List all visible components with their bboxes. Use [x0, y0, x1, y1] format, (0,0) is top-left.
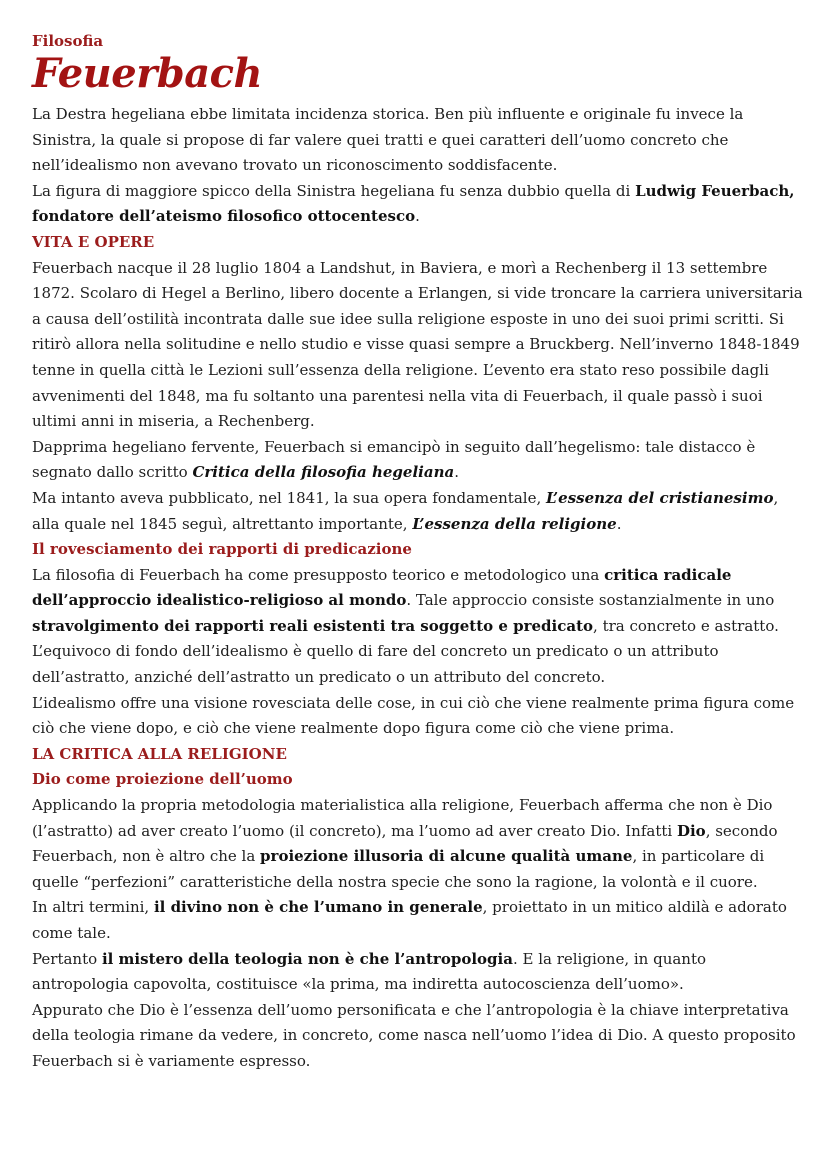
text-run: .: [415, 207, 420, 226]
text-run: La Destra hegeliana ebbe limitata incidenza storica. Ben più influente e originale fu invece la Sinistra, la quale si propose di far valere quei tratti e quei caratteri dell’uomo concreto che nell’idealismo non avevano trovato un riconoscimento soddisfacente.: [32, 105, 744, 175]
section-heading: Il rovesciamento dei rapporti di predicazione: [32, 540, 412, 559]
work-title: L’essenza del cristianesimo: [545, 488, 774, 507]
paragraph: [32, 256, 804, 435]
bold-text: critica radicale dell’approccio idealistico-religioso al mondo: [32, 565, 732, 610]
text-run: La figura di maggiore spicco della Sinistra hegeliana fu senza dubbio quella di: [32, 181, 636, 200]
paragraph: [32, 895, 804, 946]
paragraph: [32, 435, 804, 486]
paragraph: [32, 179, 804, 230]
paragraph: [32, 998, 804, 1075]
text-run: . E la religione, in quanto antropologia capovolta, costituisce «la prima, ma indiretta autocoscienza dell’uomo».: [32, 949, 707, 994]
bold-text: il divino non è che l’umano in generale: [153, 898, 483, 917]
text-run: La filosofia di Feuerbach ha come presupposto teorico e metodologico una: [32, 565, 605, 584]
paragraph: [32, 486, 804, 537]
bold-text: il mistero della teologia non è che l’antropologia: [101, 949, 513, 968]
bold-text: Dio: [676, 821, 706, 840]
text-run: Dapprima hegeliano fervente, Feuerbach si emancipò in seguito dall’hegelismo: tale distacco è segnato dallo scritto: [32, 437, 756, 482]
paragraph: [32, 793, 804, 895]
section-heading: VITA E OPERE: [32, 232, 155, 251]
bold-text: Ludwig Feuerbach, fondatore dell’ateismo filosofico ottocentesco: [32, 181, 795, 226]
paragraph: [32, 947, 804, 998]
text-run: L’idealismo offre una visione rovesciata delle cose, in cui ciò che viene realmente prima figura come ciò che viene dopo, e ciò che viene realmente dopo figura come ciò che viene prima.: [32, 693, 795, 738]
section-heading: LA CRITICA ALLA RELIGIONE: [32, 744, 287, 763]
bold-text: proiezione illusoria di alcune qualità umane: [260, 847, 633, 866]
text-run: Ma intanto aveva pubblicato, nel 1841, la sua opera fondamentale,: [32, 488, 546, 507]
paragraph: [32, 691, 804, 742]
text-run: Appurato che Dio è l’essenza dell’uomo personificata e che l’antropologia è la chiave interpretativa della teologia rimane da vedere, in concreto, come nasca nell’uomo l’idea di Dio. A questo proposito Feuerbach si è variamente espresso.: [32, 1000, 796, 1070]
text-run: In altri termini,: [32, 898, 154, 917]
bold-text: stravolgimento dei rapporti reali esistenti tra soggetto e predicato: [32, 616, 594, 635]
work-title: L’essenza della religione: [412, 514, 617, 533]
paragraph: [32, 563, 804, 691]
work-title: Critica della filosofia hegeliana: [192, 463, 455, 482]
document-page: [32, 30, 804, 1075]
text-run: , alla quale nel 1845 seguì, altrettanto importante,: [32, 488, 779, 533]
text-run: , tra concreto e astratto. L’equivoco di fondo dell’idealismo è quello di fare del concreto un predicato o un attributo dell’astratto, anziché dell’astratto un predicato o un attributo del concreto.: [32, 616, 779, 687]
text-run: , in particolare di quelle “perfezioni” caratteristiche della nostra specie che sono la ragione, la volontà e il cuore.: [32, 847, 765, 891]
paragraph: [32, 102, 804, 179]
document-body: [32, 102, 804, 1075]
text-run: Pertanto: [32, 949, 102, 968]
page-title: Feuerbach: [32, 50, 263, 97]
section-heading: Dio come proiezione dell’uomo: [32, 770, 293, 789]
text-run: . Tale approccio consiste sostanzialmente in uno: [406, 591, 775, 610]
text-run: Feuerbach nacque il 28 luglio 1804 a Landshut, in Baviera, e morì a Rechenberg il 13 settembre 1872. Scolaro di Hegel a Berlino, libero docente a Erlangen, si vide troncare la carriera universitaria a causa dell’ostilità incontrata dalle sue idee sulla religione esposte in uno dei suoi primi scritti. Si ritirò allora nella solitudine e nello studio e visse quasi sempre a Bruckberg. Nell’inverno 1848-1849 tenne in quella città le Lezioni sull’essenza della religione. L’evento era stato reso possibile dagli avvenimenti del 1848, ma fu soltanto una parentesi nella vita di Feuerbach, il quale passò i suoi ultimi anni in miseria, a Rechenberg.: [32, 258, 803, 431]
text-run: .: [616, 514, 622, 533]
subject-label: Filosofia: [32, 32, 104, 50]
text-run: Applicando la propria metodologia materialistica alla religione, Feuerbach afferma che non è Dio (l’astratto) ad aver creato l’uomo (il concreto), ma l’uomo ad aver creato Dio. Infatti: [32, 796, 773, 840]
text-run: .: [454, 463, 459, 482]
text-run: , proiettato in un mitico aldilà e adorato come tale.: [32, 898, 787, 942]
text-run: , secondo Feuerbach, non è altro che la: [32, 821, 778, 866]
